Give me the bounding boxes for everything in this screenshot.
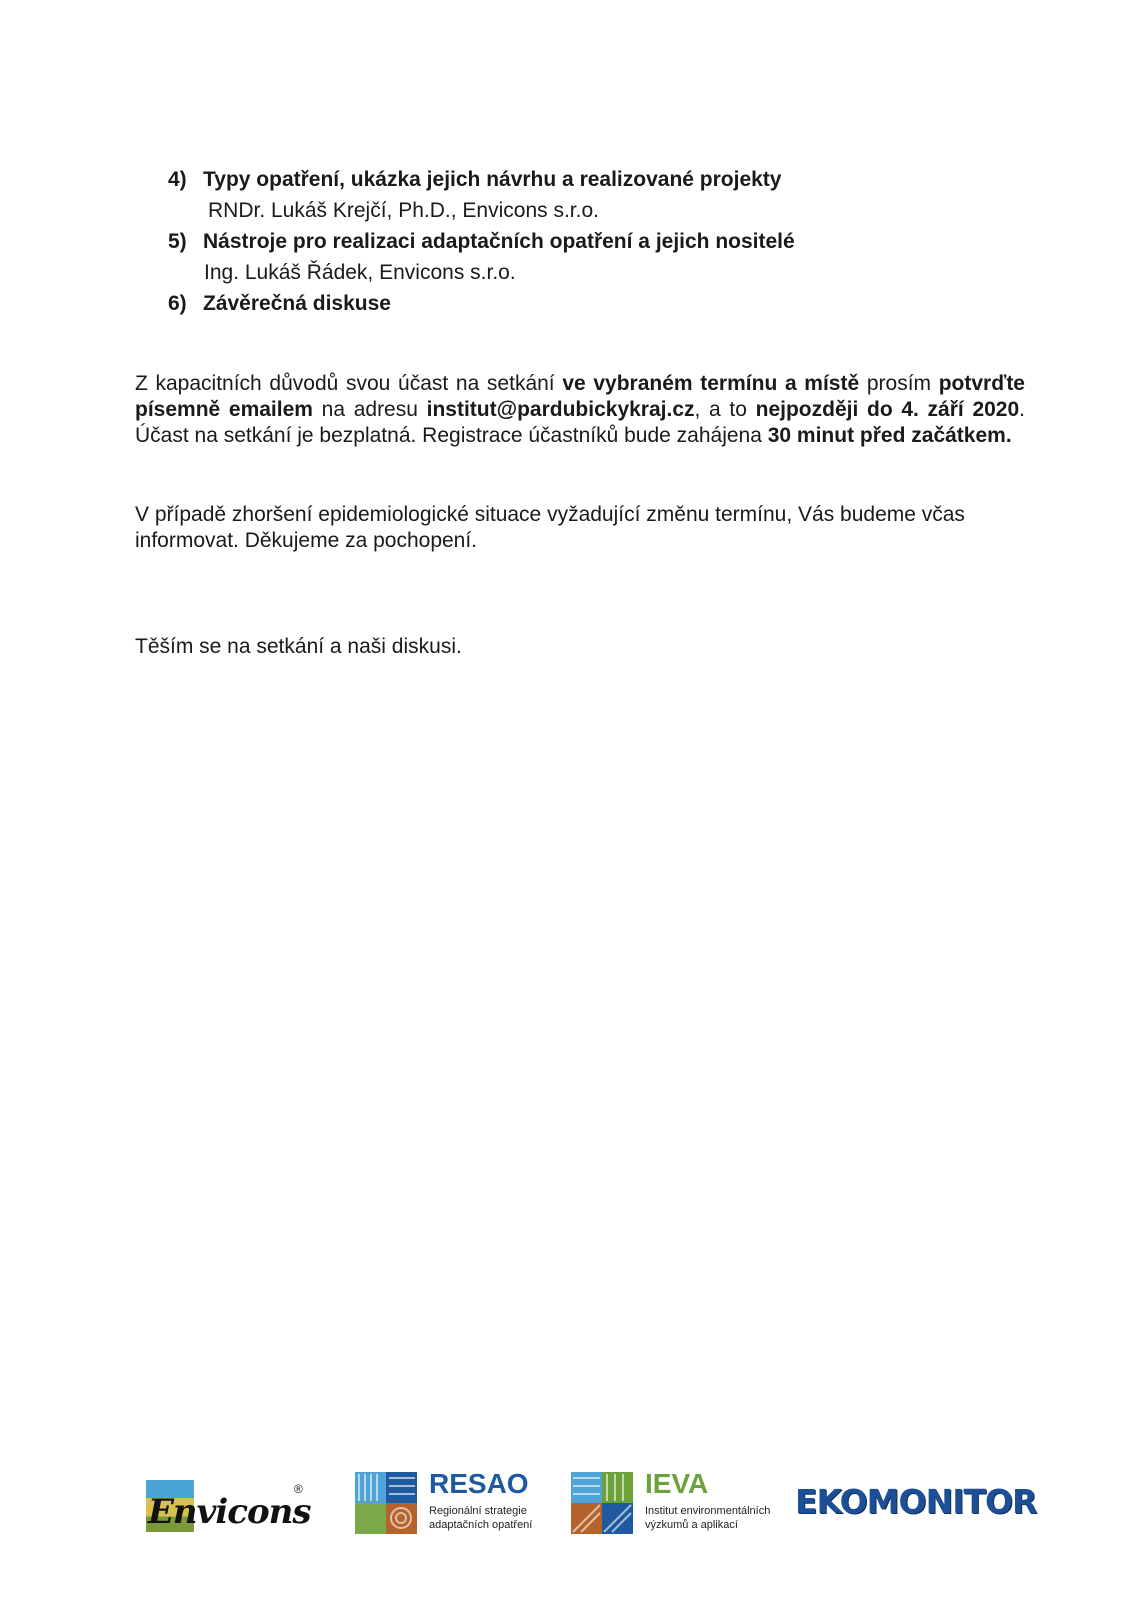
ieva-tagline xyxy=(645,1504,770,1532)
tagline-line: adaptačních opatření xyxy=(429,1519,533,1531)
registered-mark: ® xyxy=(294,1482,303,1496)
agenda-speaker: Ing. Lukáš Řádek, Envicons s.r.o. xyxy=(204,261,516,284)
ieva-logo-icon xyxy=(571,1472,633,1534)
closing-paragraph: Těším se na setkání a naši diskusi. xyxy=(135,635,462,658)
bold-run: 30 minut před začátkem. xyxy=(767,424,1012,447)
resao-logo-icon xyxy=(355,1472,417,1534)
agenda-speaker: RNDr. Lukáš Krejčí, Ph.D., Envicons s.r.o. xyxy=(208,199,599,222)
epidemic-notice-paragraph: V případě zhoršení epidemiologické situace vyžadující změnu termínu, Vás budeme včas informovat. Děkujeme za pochopení. xyxy=(135,503,965,552)
text-run: , a to xyxy=(694,398,756,421)
agenda-list xyxy=(168,164,1028,319)
bold-run: ve vybraném termínu a místě xyxy=(562,372,860,395)
tagline-line: Regionální strategie xyxy=(429,1505,527,1517)
envicons-logo-text: Envicons xyxy=(148,1492,311,1532)
agenda-title: Nástroje pro realizaci adaptačních opatření a jejich nositelé xyxy=(203,230,795,253)
ieva-logo xyxy=(571,1468,781,1542)
email-address: institut@pardubickykraj.cz xyxy=(426,398,695,421)
agenda-number: 6) xyxy=(168,292,187,315)
registration-paragraph xyxy=(135,371,1025,449)
tagline-line: Institut environmentálních xyxy=(645,1505,771,1517)
text-run: prosím xyxy=(859,372,939,395)
agenda-item-4 xyxy=(168,164,1028,195)
agenda-title: Závěrečná diskuse xyxy=(203,292,391,315)
text-run: na adresu xyxy=(312,398,427,421)
agenda-item-5 xyxy=(168,226,1028,257)
resao-logo-text: RESAO xyxy=(429,1468,529,1499)
agenda-title: Typy opatření, ukázka jejich návrhu a realizované projekty xyxy=(203,168,782,191)
bold-run: potvrďte písemně emailem xyxy=(135,372,1025,421)
text-run: . Účast na setkání je bezplatná. Registrace účastníků bude zahájena xyxy=(135,398,1025,447)
ekomonitor-logo-text: EKOMONITOR xyxy=(795,1482,1037,1521)
ieva-logo-text: IEVA xyxy=(645,1468,709,1499)
ekomonitor-logo xyxy=(795,1482,1037,1532)
logo-footer xyxy=(0,1460,1131,1550)
agenda-item-6 xyxy=(168,288,1028,319)
resao-logo xyxy=(355,1468,555,1542)
deadline: nejpozději do 4. září 2020 xyxy=(755,398,1020,421)
text-run: Z kapacitních důvodů svou účast na setkání xyxy=(135,372,563,395)
agenda-number: 5) xyxy=(168,230,187,253)
envicons-logo xyxy=(146,1480,316,1540)
resao-tagline xyxy=(429,1504,532,1532)
agenda-number: 4) xyxy=(168,168,187,191)
tagline-line: výzkumů a aplikací xyxy=(645,1519,738,1531)
